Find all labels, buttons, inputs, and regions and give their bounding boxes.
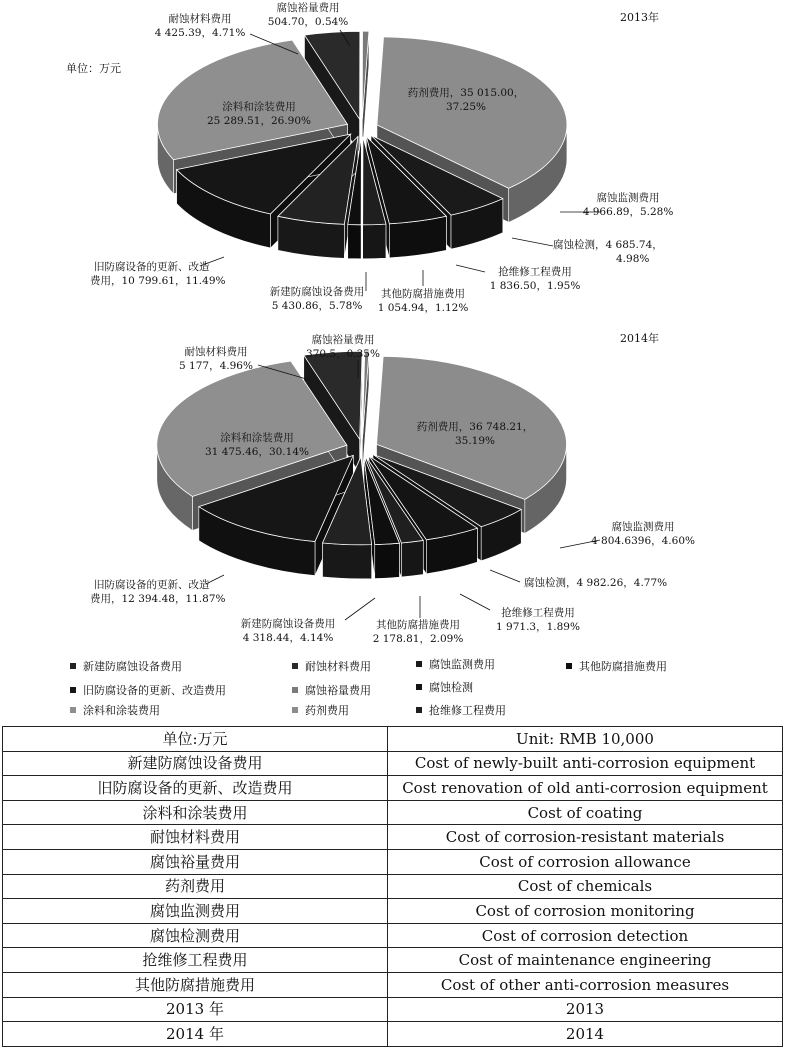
- data-label: 37.25%: [445, 101, 487, 113]
- table-row: [3, 948, 783, 973]
- chart-title: 2014年: [620, 332, 659, 345]
- en-cell: 2014: [388, 1022, 783, 1047]
- en-cell: Cost of newly-built anti-corrosion equipment: [388, 751, 783, 776]
- data-label: 抢维修工程费用: [501, 607, 575, 619]
- data-label: 药剂费用，35 015.00，: [407, 87, 525, 99]
- unit-label: 单位：万元: [66, 62, 121, 75]
- data-label: 1 054.94，1.12%: [377, 302, 469, 314]
- en-cell: Unit: RMB 10,000: [388, 727, 783, 752]
- data-label: 504.70，0.54%: [267, 16, 349, 28]
- legend-label: 耐蚀材料费用: [305, 660, 371, 673]
- cn-cell: 新建防腐蚀设备费用: [3, 751, 388, 776]
- pie-chart-0: [157, 30, 600, 291]
- legend-item: [292, 702, 349, 718]
- leader-line: [460, 594, 490, 610]
- data-label: 抢维修工程费用: [498, 266, 572, 278]
- data-label: 费用，10 799.61，11.49%: [90, 275, 226, 287]
- en-cell: Cost of corrosion monitoring: [388, 899, 783, 924]
- data-label: 药剂费用，36 748.21，: [416, 421, 534, 433]
- data-label: 4 966.89，5.28%: [582, 206, 674, 218]
- data-label: 耐蚀材料费用: [184, 346, 248, 358]
- translation-table: [2, 726, 783, 1047]
- legend-label: 新建防腐蚀设备费用: [83, 660, 182, 673]
- legend-item: [416, 656, 495, 672]
- data-label: 1 971.3，1.89%: [496, 621, 580, 633]
- legend-item: [292, 658, 371, 674]
- legend-item: [416, 679, 473, 695]
- cn-cell: 抢维修工程费用: [3, 948, 388, 973]
- legend-swatch: [416, 661, 422, 667]
- table-row: [3, 776, 783, 801]
- chart-legend: [0, 652, 785, 722]
- data-label: 腐蚀检测，4 685.74，: [553, 239, 663, 251]
- en-cell: Cost of corrosion detection: [388, 923, 783, 948]
- data-label: 耐蚀材料费用: [168, 13, 232, 25]
- data-label: 5 177，4.96%: [179, 360, 253, 372]
- table-row: [3, 849, 783, 874]
- legend-swatch: [292, 663, 298, 669]
- en-cell: Cost of corrosion allowance: [388, 849, 783, 874]
- cn-cell: 2014 年: [3, 1022, 388, 1047]
- data-label: 4 318.44，4.14%: [242, 632, 334, 644]
- leader-line: [345, 598, 375, 620]
- legend-label: 抢维修工程费用: [429, 704, 506, 717]
- legend-label: 腐蚀裕量费用: [305, 684, 371, 697]
- pie-slice-side: [348, 225, 361, 259]
- data-label: 5 430.86，5.78%: [271, 300, 363, 312]
- cn-cell: 腐蚀检测费用: [3, 923, 388, 948]
- cn-cell: 腐蚀监测费用: [3, 899, 388, 924]
- en-cell: Cost renovation of old anti-corrosion equipment: [388, 776, 783, 801]
- data-label: 370.5，0.35%: [306, 348, 380, 360]
- data-label: 4 804.6396，4.60%: [591, 535, 695, 547]
- legend-swatch: [292, 687, 298, 693]
- legend-item: [292, 682, 371, 698]
- legend-item: [416, 702, 506, 718]
- data-label: 旧防腐设备的更新、改造: [94, 261, 210, 273]
- table-row: [3, 997, 783, 1022]
- legend-label: 腐蚀检测: [429, 681, 473, 694]
- table-row: [3, 751, 783, 776]
- data-label: 旧防腐设备的更新、改造: [94, 579, 210, 591]
- legend-swatch: [292, 707, 298, 713]
- data-label: 腐蚀检测，4 982.26，4.77%: [524, 577, 668, 589]
- legend-swatch: [70, 663, 76, 669]
- legend-label: 其他防腐措施费用: [579, 660, 667, 673]
- cn-cell: 其他防腐措施费用: [3, 972, 388, 997]
- data-label: 1 836.50，1.95%: [489, 280, 581, 292]
- cn-cell: 旧防腐设备的更新、改造费用: [3, 776, 388, 801]
- legend-item: [70, 682, 226, 698]
- table-row: [3, 923, 783, 948]
- data-label: 新建防腐蚀设备费用: [269, 286, 365, 298]
- legend-label: 涂料和涂装费用: [83, 704, 160, 717]
- leader-line: [490, 570, 520, 582]
- data-label: 其他防腐措施费用: [381, 288, 465, 300]
- legend-label: 药剂费用: [305, 704, 349, 717]
- en-cell: Cost of other anti-corrosion measures: [388, 972, 783, 997]
- legend-label: 旧防腐设备的更新、改造费用: [83, 684, 226, 697]
- data-label: 25 289.51，26.90%: [207, 115, 311, 127]
- cn-cell: 腐蚀裕量费用: [3, 849, 388, 874]
- data-label: 涂料和涂装费用: [220, 432, 294, 444]
- leader-line: [456, 265, 485, 272]
- legend-item: [70, 702, 160, 718]
- legend-swatch: [416, 707, 422, 713]
- table-row: [3, 800, 783, 825]
- table-row: [3, 899, 783, 924]
- legend-swatch: [416, 684, 422, 690]
- legend-item: [566, 658, 667, 674]
- cn-cell: 2013 年: [3, 997, 388, 1022]
- cn-cell: 药剂费用: [3, 874, 388, 899]
- legend-swatch: [566, 663, 572, 669]
- data-label: 腐蚀监测费用: [611, 521, 675, 533]
- data-label: 费用，12 394.48，11.87%: [90, 593, 226, 605]
- data-label: 35.19%: [454, 435, 496, 447]
- data-label: 4 425.39，4.71%: [154, 27, 246, 39]
- data-label: 腐蚀裕量费用: [276, 2, 340, 14]
- en-cell: Cost of maintenance engineering: [388, 948, 783, 973]
- data-label: 其他防腐措施费用: [376, 619, 460, 631]
- data-label: 腐蚀裕量费用: [311, 334, 375, 346]
- table-row: [3, 727, 783, 752]
- cn-cell: 单位:万元: [3, 727, 388, 752]
- leader-line: [512, 238, 553, 246]
- legend-label: 腐蚀监测费用: [429, 658, 495, 671]
- en-cell: 2013: [388, 997, 783, 1022]
- en-cell: Cost of coating: [388, 800, 783, 825]
- en-cell: Cost of corrosion-resistant materials: [388, 825, 783, 850]
- data-label: 腐蚀监测费用: [596, 192, 660, 204]
- table-row: [3, 972, 783, 997]
- data-label: 2 178.81，2.09%: [372, 633, 464, 645]
- pie-slice-side: [375, 543, 400, 578]
- pie-slice-side: [401, 540, 423, 577]
- pie-slice-side: [363, 224, 386, 259]
- chart-title: 2013年: [620, 11, 659, 24]
- legend-swatch: [70, 707, 76, 713]
- table-row: [3, 874, 783, 899]
- cn-cell: 涂料和涂装费用: [3, 800, 388, 825]
- data-label: 新建防腐蚀设备费用: [240, 618, 336, 630]
- data-label: 涂料和涂装费用: [222, 101, 296, 113]
- pie-slice-side: [323, 543, 372, 579]
- cn-cell: 耐蚀材料费用: [3, 825, 388, 850]
- data-label: 4.98%: [616, 253, 650, 265]
- table-row: [3, 825, 783, 850]
- data-label: 31 475.46，30.14%: [205, 446, 309, 458]
- legend-swatch: [70, 687, 76, 693]
- en-cell: Cost of chemicals: [388, 874, 783, 899]
- table-row: [3, 1022, 783, 1047]
- legend-item: [70, 658, 182, 674]
